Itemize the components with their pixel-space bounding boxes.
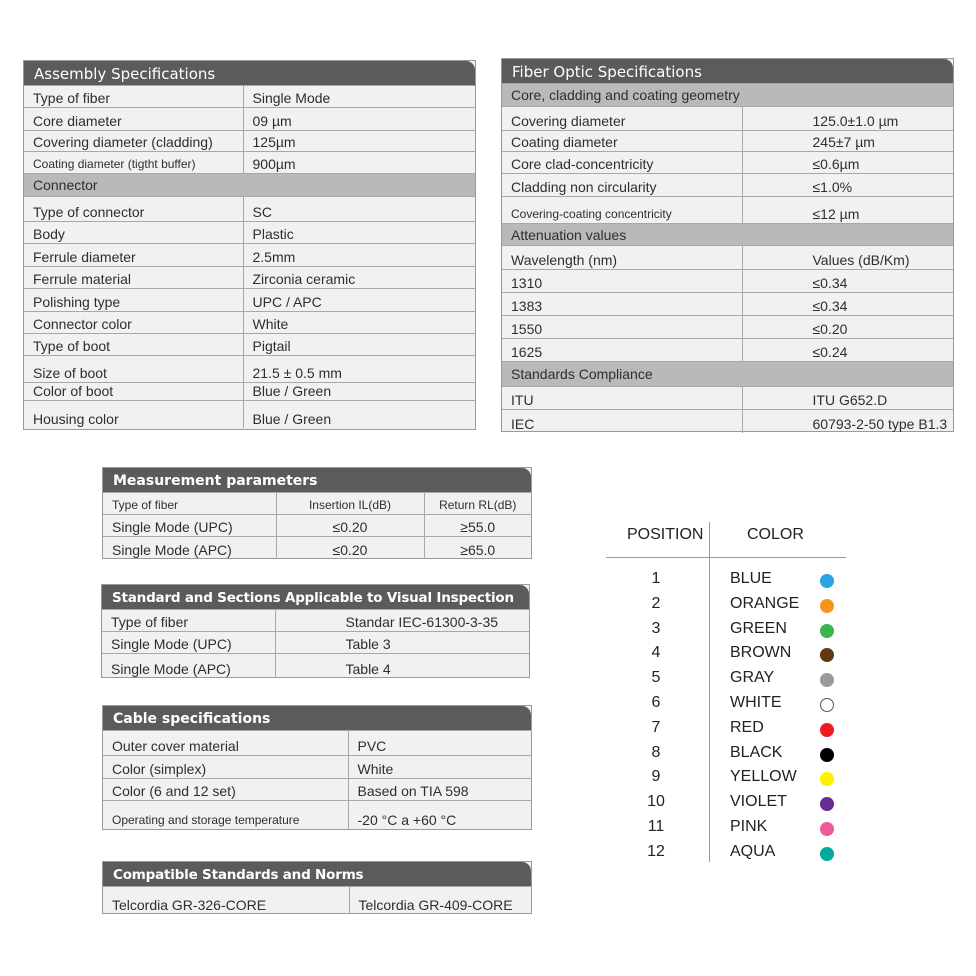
wavelength-header: Wavelength (nm) xyxy=(502,246,742,270)
spec-value: PVC xyxy=(348,731,531,756)
spec-value: -20 °C a +60 °C xyxy=(348,801,531,829)
norm-item: Telcordia GR-409-CORE xyxy=(349,887,531,914)
spec-value: Standar IEC-61300-3-35 xyxy=(275,610,529,632)
spec-value: ≤12 µm xyxy=(742,197,953,224)
wavelength-value: 1383 xyxy=(502,293,742,316)
table-row xyxy=(502,197,953,224)
color-position-list xyxy=(606,522,846,867)
cable-specifications-title: Cable specifications xyxy=(103,706,531,730)
spec-value: Zirconia ceramic xyxy=(243,267,475,289)
position-number: 4 xyxy=(651,644,661,662)
color-swatch xyxy=(820,698,834,712)
table-row xyxy=(103,779,531,801)
wavelength-value: 1310 xyxy=(502,270,742,293)
fiber-table-body xyxy=(502,84,953,433)
table-row xyxy=(24,222,475,244)
values-header: Values (dB/Km) xyxy=(742,246,953,270)
assembly-specifications-table xyxy=(24,85,475,428)
spec-value: ≤0.6µm xyxy=(742,152,953,174)
standard-label: ITU xyxy=(502,387,742,410)
table-row xyxy=(502,270,953,293)
color-name: ORANGE xyxy=(730,594,800,612)
color-name: PINK xyxy=(730,818,768,835)
table-row xyxy=(103,887,531,914)
table-row xyxy=(103,515,531,537)
color-swatch xyxy=(820,723,834,737)
color-position-row xyxy=(606,694,846,718)
measurement-parameters-card xyxy=(102,467,532,559)
table-row xyxy=(502,131,953,152)
spec-value: Pigtail xyxy=(243,334,475,356)
color-name: WHITE xyxy=(730,694,782,711)
measurement-table-body xyxy=(103,493,531,559)
visual-inspection-card xyxy=(101,584,530,678)
color-name: YELLOW xyxy=(730,768,797,786)
table-row xyxy=(103,801,531,829)
color-position-row xyxy=(606,669,846,693)
spec-value: Table 4 xyxy=(275,654,529,678)
spec-label: Core diameter xyxy=(24,108,243,131)
spec-value: UPC / APC xyxy=(243,289,475,312)
assembly-specifications-title: Assembly Specifications xyxy=(24,61,475,85)
spec-label: Cladding non circularity xyxy=(502,174,742,197)
section-row xyxy=(502,224,953,246)
position-number: 2 xyxy=(651,594,661,612)
spec-value: ≤1.0% xyxy=(742,174,953,197)
table-row xyxy=(103,756,531,779)
header-divider xyxy=(606,557,846,558)
geometry-section-header: Core, cladding and coating geometry xyxy=(502,84,953,107)
spec-label: Type of connector xyxy=(24,197,243,222)
table-row xyxy=(24,86,475,108)
spec-label: Type of fiber xyxy=(102,610,275,632)
table-row xyxy=(102,610,529,632)
table-row xyxy=(502,246,953,270)
table-row xyxy=(24,108,475,131)
color-swatch xyxy=(820,748,834,762)
table-row xyxy=(103,731,531,756)
visual-table-body xyxy=(102,610,529,678)
table-row xyxy=(502,152,953,174)
spec-value: Single Mode xyxy=(243,86,475,108)
attenuation-value: ≤0.24 xyxy=(742,339,953,362)
table-row xyxy=(24,197,475,222)
position-header: POSITION xyxy=(627,526,704,543)
wavelength-value: 1550 xyxy=(502,316,742,339)
spec-value: 900µm xyxy=(243,152,475,174)
insertion-loss: ≤0.20 xyxy=(276,515,424,537)
attenuation-value: ≤0.20 xyxy=(742,316,953,339)
table-row xyxy=(24,152,475,174)
color-name: BLUE xyxy=(730,570,772,587)
table-row xyxy=(102,654,529,678)
table-row xyxy=(103,493,531,515)
spec-label: Coating diameter (tigtht buffer) xyxy=(24,152,243,174)
spec-label: Body xyxy=(24,222,243,244)
fiber-optic-specifications-table xyxy=(502,83,953,433)
color-position-row xyxy=(606,620,846,644)
position-number: 8 xyxy=(651,743,661,761)
standard-label: IEC xyxy=(502,410,742,433)
measurement-parameters-table xyxy=(103,492,531,559)
table-row xyxy=(24,334,475,356)
fiber-type: Single Mode (UPC) xyxy=(103,515,276,537)
compatible-standards-card xyxy=(102,861,532,914)
cable-table-body xyxy=(103,731,531,829)
norm-item: Telcordia GR-326-CORE xyxy=(103,887,349,914)
attenuation-value: ≤0.34 xyxy=(742,293,953,316)
spec-value: Blue / Green xyxy=(243,401,475,428)
cable-specifications-card xyxy=(102,705,532,830)
connector-section-header: Connector xyxy=(24,174,475,197)
measurement-parameters-title: Measurement parameters xyxy=(103,468,531,492)
table-row xyxy=(502,107,953,131)
spec-label: Polishing type xyxy=(24,289,243,312)
spec-value: White xyxy=(243,312,475,334)
table-row xyxy=(103,537,531,559)
spec-label: Coating diameter xyxy=(502,131,742,152)
fiber-optic-specifications-title: Fiber Optic Specifications xyxy=(502,59,953,83)
color-name: VIOLET xyxy=(730,793,787,811)
compatible-standards-title: Compatible Standards and Norms xyxy=(103,862,531,886)
spec-value: 21.5 ± 0.5 mm xyxy=(243,356,475,383)
table-row xyxy=(24,401,475,428)
spec-label: Covering-coating concentricity xyxy=(502,197,742,224)
spec-label: Core clad-concentricity xyxy=(502,152,742,174)
spec-label: Housing color xyxy=(24,401,243,428)
color-name: BROWN xyxy=(730,644,792,662)
spec-value: Based on TIA 598 xyxy=(348,779,531,801)
position-number: 3 xyxy=(651,619,661,637)
table-row xyxy=(24,267,475,289)
compatible-standards-table xyxy=(103,886,531,914)
color-position-row xyxy=(606,719,846,743)
color-name: RED xyxy=(730,718,764,736)
position-number: 7 xyxy=(651,718,661,736)
spec-label: Single Mode (APC) xyxy=(102,654,275,678)
color-position-row xyxy=(606,818,846,842)
standards-section-header: Standards Compliance xyxy=(502,362,953,387)
color-swatch xyxy=(820,574,834,588)
table-row xyxy=(502,293,953,316)
spec-label: Single Mode (UPC) xyxy=(102,632,275,654)
spec-label: Ferrule diameter xyxy=(24,244,243,267)
color-position-row xyxy=(606,644,846,668)
table-row xyxy=(24,312,475,334)
position-number: 1 xyxy=(651,570,661,587)
spec-value: 245±7 µm xyxy=(742,131,953,152)
visual-inspection-title: Standard and Sections Applicable to Visual Inspection xyxy=(102,585,529,609)
color-name: GREEN xyxy=(730,619,787,637)
table-row xyxy=(24,383,475,401)
spec-value: 09 µm xyxy=(243,108,475,131)
position-number: 9 xyxy=(651,768,661,786)
color-name: AQUA xyxy=(730,842,776,860)
spec-label: Covering diameter (cladding) xyxy=(24,131,243,152)
table-row xyxy=(102,632,529,654)
spec-value: 2.5mm xyxy=(243,244,475,267)
section-row xyxy=(24,174,475,197)
color-swatch xyxy=(820,673,834,687)
table-row xyxy=(502,410,953,433)
color-swatch xyxy=(820,847,834,861)
table-row xyxy=(24,289,475,312)
spec-label: Connector color xyxy=(24,312,243,334)
spec-value: White xyxy=(348,756,531,779)
return-loss: ≥55.0 xyxy=(424,515,531,537)
section-row xyxy=(502,84,953,107)
color-swatch xyxy=(820,648,834,662)
table-row xyxy=(24,356,475,383)
spec-label: Color of boot xyxy=(24,383,243,401)
spec-label: Type of fiber xyxy=(24,86,243,108)
assembly-table-body xyxy=(24,86,475,428)
fiber-type: Single Mode (APC) xyxy=(103,537,276,559)
spec-value: Table 3 xyxy=(275,632,529,654)
table-row xyxy=(502,316,953,339)
column-header: Type of fiber xyxy=(103,493,276,515)
table-row xyxy=(24,244,475,267)
visual-inspection-table xyxy=(102,609,529,678)
color-position-row xyxy=(606,793,846,817)
return-loss: ≥65.0 xyxy=(424,537,531,559)
standard-value: ITU G652.D xyxy=(742,387,953,410)
position-number: 11 xyxy=(647,818,665,835)
standard-value: 60793-2-50 type B1.3 xyxy=(742,410,953,433)
position-number: 10 xyxy=(647,793,665,811)
wavelength-value: 1625 xyxy=(502,339,742,362)
spec-label: Covering diameter xyxy=(502,107,742,131)
spec-label: Outer cover material xyxy=(103,731,348,756)
norms-table-body xyxy=(103,887,531,914)
table-row xyxy=(502,387,953,410)
spec-value: Plastic xyxy=(243,222,475,244)
color-position-row xyxy=(606,595,846,619)
color-swatch xyxy=(820,822,834,836)
cable-specifications-table xyxy=(103,730,531,829)
attenuation-value: ≤0.34 xyxy=(742,270,953,293)
color-swatch xyxy=(820,599,834,613)
spec-value: 125µm xyxy=(243,131,475,152)
spec-label: Size of boot xyxy=(24,356,243,383)
spec-label: Type of boot xyxy=(24,334,243,356)
color-name: GRAY xyxy=(730,669,775,687)
column-header: Insertion IL(dB) xyxy=(276,493,424,515)
color-swatch xyxy=(820,797,834,811)
position-number: 12 xyxy=(647,842,665,860)
spec-value: SC xyxy=(243,197,475,222)
color-header: COLOR xyxy=(747,526,804,543)
color-position-row xyxy=(606,843,846,867)
section-row xyxy=(502,362,953,387)
color-position-row xyxy=(606,570,846,594)
color-position-row xyxy=(606,768,846,792)
spec-value: 125.0±1.0 µm xyxy=(742,107,953,131)
spec-label: Operating and storage temperature xyxy=(103,801,348,829)
position-number: 6 xyxy=(651,694,661,711)
spec-value: Blue / Green xyxy=(243,383,475,401)
table-row xyxy=(24,131,475,152)
attenuation-section-header: Attenuation values xyxy=(502,224,953,246)
spec-label: Color (simplex) xyxy=(103,756,348,779)
fiber-optic-specifications-card xyxy=(501,58,954,432)
insertion-loss: ≤0.20 xyxy=(276,537,424,559)
color-swatch xyxy=(820,772,834,786)
spec-label: Ferrule material xyxy=(24,267,243,289)
table-row xyxy=(502,174,953,197)
color-swatch xyxy=(820,624,834,638)
column-header: Return RL(dB) xyxy=(424,493,531,515)
color-position-row xyxy=(606,744,846,768)
assembly-specifications-card xyxy=(23,60,476,430)
color-name: BLACK xyxy=(730,743,783,761)
spec-label: Color (6 and 12 set) xyxy=(103,779,348,801)
position-number: 5 xyxy=(651,669,661,687)
table-row xyxy=(502,339,953,362)
